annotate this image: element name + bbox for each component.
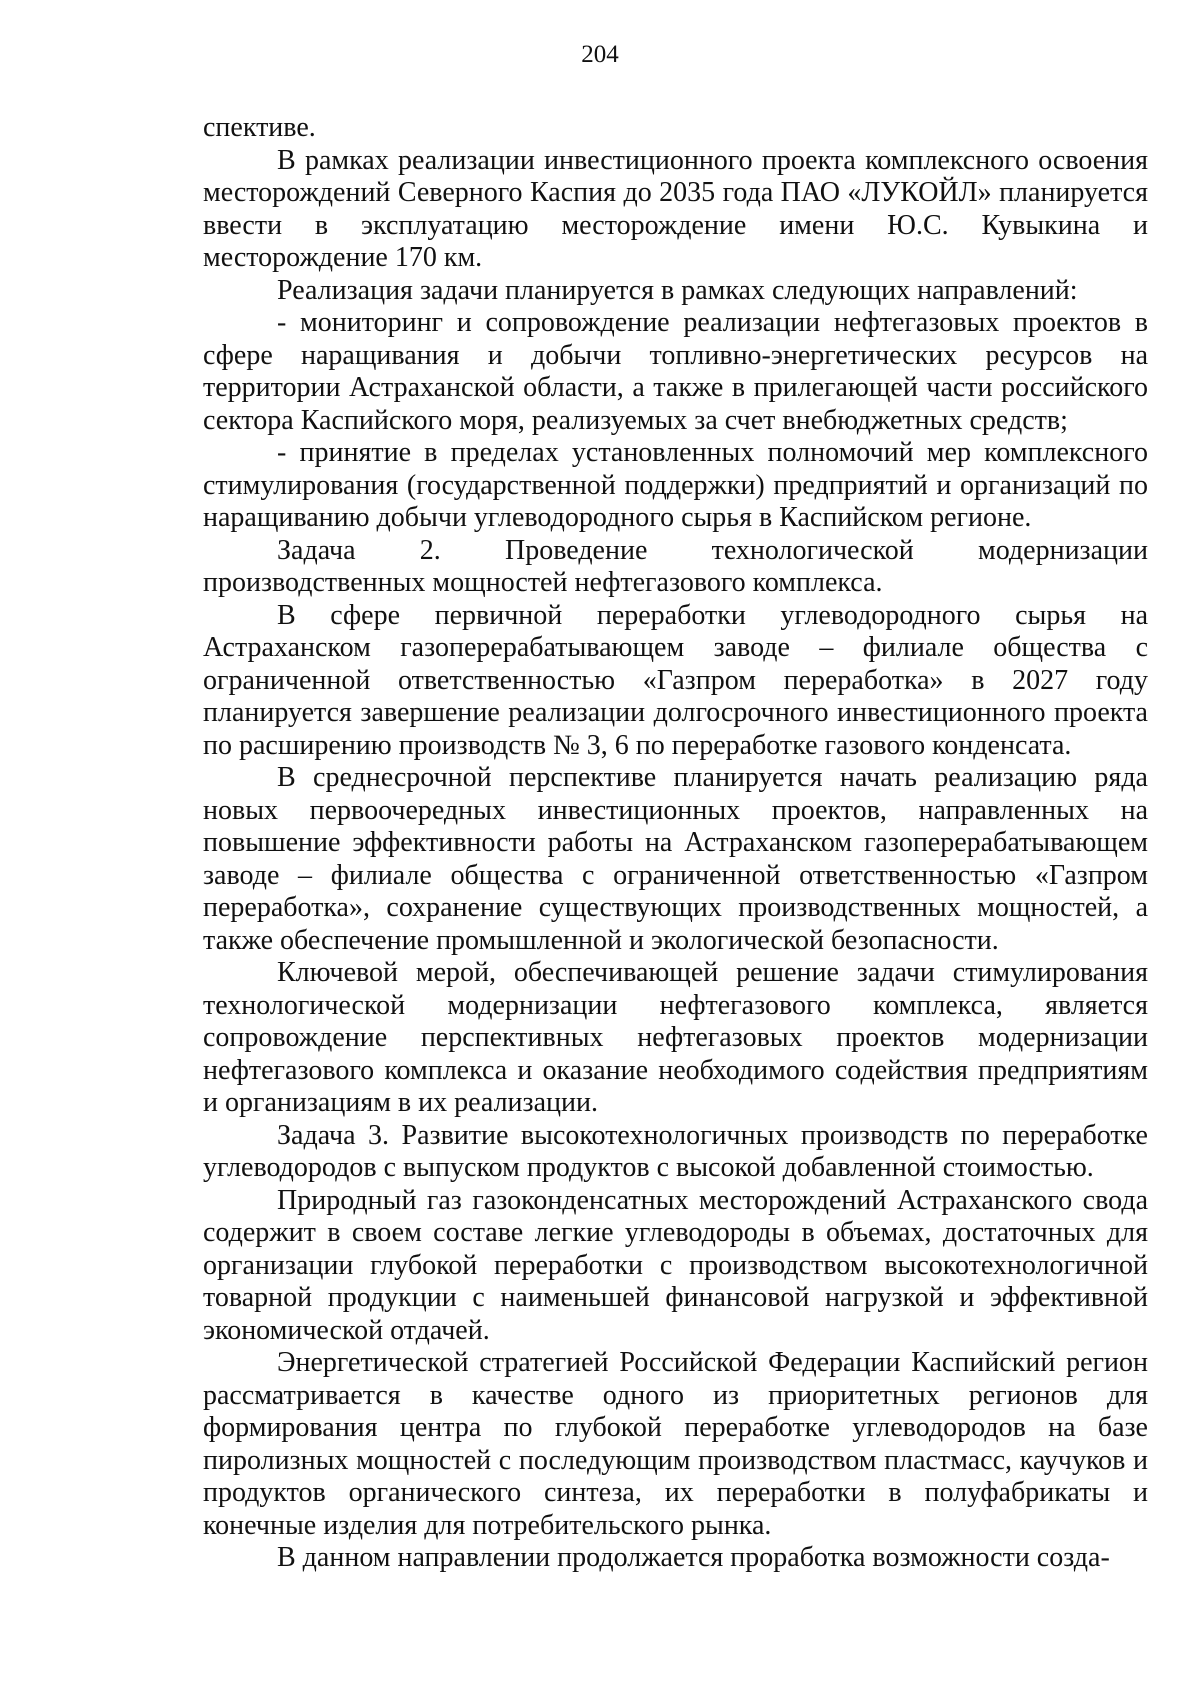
- paragraph-5: - принятие в пределах установленных полномочий мер комплексного стимулирования (государственной поддержки) предприятий и организаций по наращиванию добычи углеводородного сырья в Каспийском регионе.: [203, 437, 1148, 533]
- paragraph-8: В среднесрочной перспективе планируется начать реализацию ряда новых первоочередных инвестиционных проектов, направленных на повышение эффективности работы на Астраханском газоперерабатывающем заводе – филиале общества с ограниченной ответственностью «Газпром переработка», сохранение существующих производственных мощностей, а также обеспечение промышленной и экологической безопасности.: [203, 762, 1148, 956]
- body-text: [203, 112, 1148, 1575]
- paragraph-9: Ключевой мерой, обеспечивающей решение задачи стимулирования технологической модернизации нефтегазового комплекса, является сопровождение перспективных нефтегазовых проектов модернизации нефтегазового комплекса и оказание необходимого содействия предприятиям и организациям в их реализации.: [203, 957, 1148, 1118]
- paragraph-13: В данном направлении продолжается проработка возможности созда-: [277, 1542, 1110, 1573]
- paragraph-4: - мониторинг и сопровождение реализации нефтегазовых проектов в сфере наращивания и добычи топливно-энергетических ресурсов на территории Астраханской области, а также в прилегающей части российского сектора Каспийского моря, реализуемых за счет внебюджетных средств;: [203, 307, 1148, 436]
- paragraph-6: Задача 2. Проведение технологической модернизации производственных мощностей нефтегазового комплекса.: [203, 534, 1148, 598]
- paragraph-2: В рамках реализации инвестиционного проекта комплексного освоения месторождений Северного Каспия до 2035 года ПАО «ЛУКОЙЛ» планируется ввести в эксплуатацию месторождение имени Ю.С. Кувыкина и месторождение 170 км.: [203, 144, 1148, 273]
- paragraph-1: спективе.: [203, 112, 316, 143]
- paragraph-11: Природный газ газоконденсатных месторождений Астраханского свода содержит в своем составе легкие углеводороды в объемах, достаточных для организации глубокой переработки с производством высокотехнологичной товарной продукции с наименьшей финансовой нагрузкой и эффективной экономической отдачей.: [203, 1184, 1148, 1346]
- page-number: 204: [581, 41, 619, 68]
- paragraph-12: Энергетической стратегией Российской Федерации Каспийский регион рассматривается в качестве одного из приоритетных регионов для формирования центра по глубокой переработке углеводородов на базе пиролизных мощностей с последующим производством пластмасс, каучуков и продуктов органического синтеза, их переработки в полуфабрикаты и конечные изделия для потребительского рынка.: [203, 1347, 1148, 1541]
- paragraph-3: Реализация задачи планируется в рамках следующих направлений:: [277, 274, 1078, 306]
- paragraph-10: Задача 3. Развитие высокотехнологичных производств по переработке углеводородов с выпуском продуктов с высокой добавленной стоимостью.: [203, 1119, 1148, 1183]
- paragraph-7: В сфере первичной переработки углеводородного сырья на Астраханском газоперерабатывающем заводе – филиале общества с ограниченной ответственностью «Газпром переработка» в 2027 году планируется завершение реализации долгосрочного инвестиционного проекта по расширению производств № 3, 6 по переработке газового конденсата.: [203, 599, 1148, 761]
